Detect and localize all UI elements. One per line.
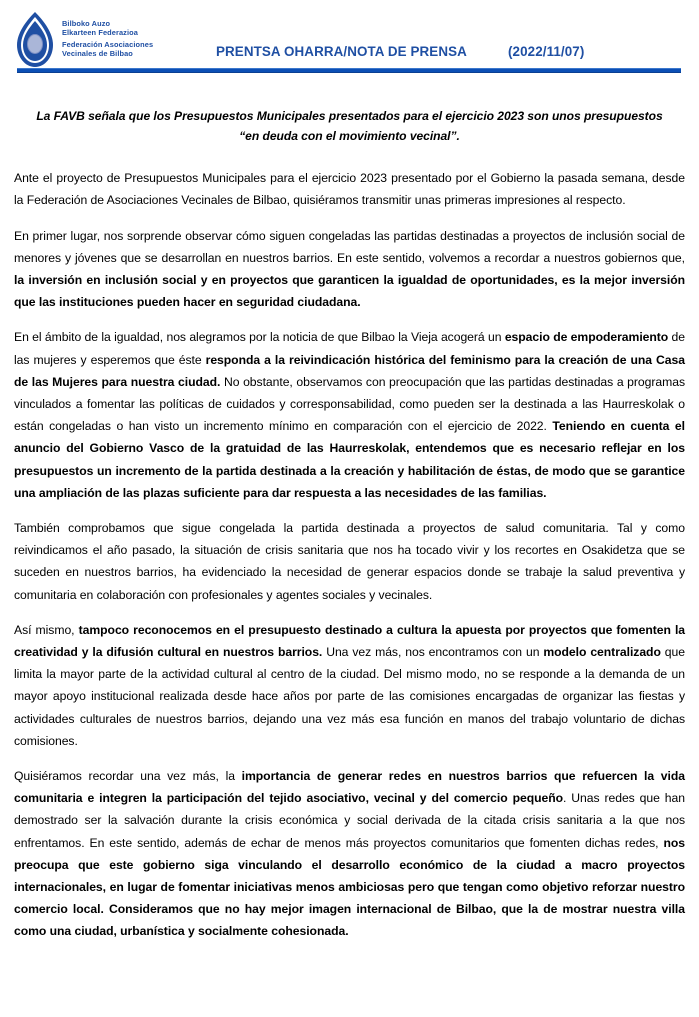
logo-line-2: Elkarteen Federazioa <box>62 27 138 37</box>
paragraph-p5-run-1: tampoco reconocemos en el presupuesto destinado a cultura la apuesta por proyectos que fomenten la creatividad y la difusión cultural en nuestros barrios. <box>14 622 686 660</box>
paragraph-p6-run-2: . Unas redes que han demostrado ser la salvación durante la crisis económica y social derivada de la citada crisis sanitaria a la que nos enfrentamos. En este sentido, además de echar de menos más proyectos comunitarios que fomenten dichas redes, <box>14 791 685 850</box>
header-divider <box>17 68 681 73</box>
page-title: La FAVB señala que los Presupuestos Municipales presentados para el ejercicio 2023 son unos presupuestos “en deuda con el movimiento vecinal”. <box>36 109 663 143</box>
organization-logo <box>14 11 153 69</box>
waterdrop-logo-icon <box>14 11 56 69</box>
paragraph-p6-run-3: nos preocupa que este gobierno siga vinculando el desarrollo económico de la ciudad a macro proyectos internacionales, en lugar de fomentar iniciativas menos ambiciosas pero que tengan como objetivo reforzar nuestro comercio local. Consideramos que no hay mejor imagen internacional de Bilbao, que la de mostrar nuestra villa como una ciudad, urbanística y socialmente cohesionada. <box>14 835 685 939</box>
paragraph-p5-run-0: Así mismo, <box>14 622 79 637</box>
paragraph-p1-run-0: Ante el proyecto de Presupuestos Municipales para el ejercicio 2023 presentado por el Gobierno la pasada semana, desde la Federación de Asociaciones Vecinales de Bilbao, quisiéramos transmitir unas primeras impresiones al respecto. <box>14 171 685 208</box>
paragraph-list <box>14 167 685 943</box>
paragraph-p4-run-0: También comprobamos que sigue congelada la partida destinada a proyectos de salud comunitaria. Tal y como reivindicamos el año pasado, la situación de crisis sanitaria que nos ha tocado vivir y los recortes en Osakidetza que se suceden en nuestros barrios, ha evidenciado la necesidad de generar espacios donde se trabaje la salud preventiva y comunitaria en colaboración con profesionales y agentes sociales y vecinales. <box>14 521 685 602</box>
paragraph-p6-run-1: importancia de generar redes en nuestros barrios que refuercen la vida comunitaria e integren la participación del tejido asociativo, vecinal y del comercio pequeño <box>14 769 685 806</box>
paragraph-p3-run-1: espacio de empoderamiento <box>504 330 669 345</box>
paragraph-p3-run-0: En el ámbito de la igualdad, nos alegramos por la noticia de que Bilbao la Vieja acogerá un <box>14 330 505 345</box>
document-body <box>0 107 699 943</box>
paragraph-p3-run-2: de las mujeres y esperemos que éste <box>14 330 685 367</box>
logo-line-1: Bilboko Auzo <box>62 19 111 28</box>
document-header <box>0 0 699 82</box>
paragraph-p3-run-3: responda a la reivindicación histórica del feminismo para la creación de una Casa de las Mujeres para nuestra ciudad. <box>14 352 685 389</box>
press-release-date: (2022/11/07) <box>508 44 585 59</box>
paragraph-p6-run-0: Quisiéramos recordar una vez más, la <box>14 769 242 784</box>
paragraph-p1 <box>14 167 685 211</box>
paragraph-p5-run-3: modelo centralizado <box>543 645 661 660</box>
paragraph-p2 <box>14 225 685 314</box>
paragraph-p4 <box>14 517 685 606</box>
paragraph-p3-run-5: Teniendo en cuenta el anuncio del Gobierno Vasco de la gratuidad de las Haurreskolak, entendemos que es necesario reflejar en los presupuestos un incremento de la partida destinada a la creación y habilitación de éstas, de modo que se garantice una ampliación de las plazas suficiente para dar respuesta a las necesidades de las familias. <box>14 419 685 500</box>
paragraph-p5-run-2: Una vez más, nos encontramos con un <box>322 645 544 660</box>
paragraph-p5-run-4: que limita la mayor parte de la actividad cultural al centro de la ciudad. Del mismo modo, no se responde a la demanda de un mayor apoyo institucional realizada desde hace años por parte de las comisiones encargadas de organizar las fiestas y actividades culturales de nuestros barrios, dejando una vez más esa función en manos del trabajo voluntario de dichas comisiones. <box>14 645 685 748</box>
paragraph-p5 <box>14 619 685 752</box>
paragraph-p2-run-1: la inversión en inclusión social y en proyectos que garanticen la igualdad de oportunidades, es la mejor inversión que las instituciones pueden hacer en seguridad ciudadana. <box>14 272 685 310</box>
logo-line-4: Vecinales de Bilbao <box>62 49 133 59</box>
press-release-label: PRENTSA OHARRA/NOTA DE PRENSA <box>216 44 467 59</box>
logo-wordmark <box>62 11 153 59</box>
paragraph-p6 <box>14 765 685 943</box>
paragraph-p3 <box>14 326 685 504</box>
logo-line-3: Federación Asociaciones <box>62 40 154 50</box>
paragraph-p3-run-4: No obstante, observamos con preocupación que las partidas destinadas a programas vinculados a fomentar las políticas de cuidados y corresponsabilidad, como pueden ser la destinada a las Haurreskolak o están congeladas o han visto un incremento mínimo en comparación con el ejercicio de 2022. <box>14 374 685 434</box>
paragraph-p2-run-0: En primer lugar, nos sorprende observar cómo siguen congeladas las partidas destinadas a proyectos de inclusión social de menores y jóvenes que se desarrollan en nuestros barrios. En este sentido, volvemos a recordar a nuestros gobiernos que, <box>14 228 685 265</box>
